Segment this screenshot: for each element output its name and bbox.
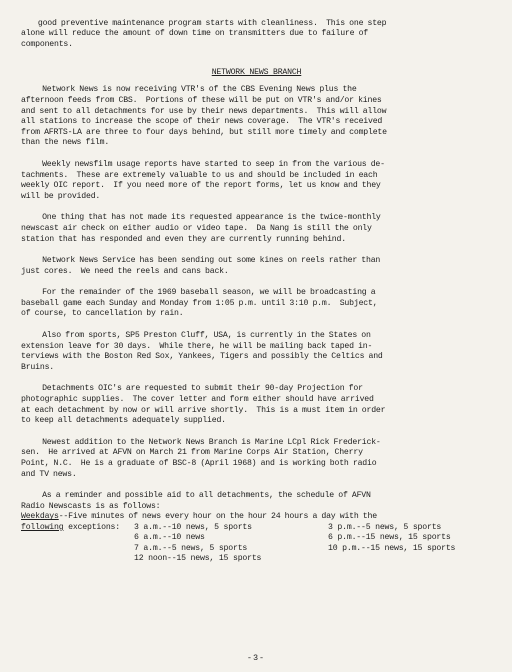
text-line: For the remainder of the 1969 baseball season, we will be broadcasting a: [21, 288, 376, 298]
weekdays-text: --Five minutes of news every hour on the hour 24 hours a day with the: [58, 512, 377, 522]
text-line: sen. He arrived at AFVN on March 21 from Marine Corps Air Station, Cherry: [21, 448, 363, 458]
body-paragraph: [21, 213, 492, 245]
text-line: all stations to increase the scope of their news coverage. The VTR's received: [21, 117, 383, 127]
text-line: baseball game each Sunday and Monday from 1:05 p.m. until 3:10 p.m. Subject,: [21, 298, 378, 308]
body-paragraph: [21, 288, 492, 320]
text-line: Newest addition to the Network News Branch is Marine LCpl Rick Frederick-: [21, 437, 381, 447]
exception-cell: [21, 554, 134, 564]
body-paragraph: [21, 438, 492, 480]
exceptions-header: [21, 523, 134, 533]
text-line: extension leave for 30 days. While there, he will be mailing back taped in-: [21, 341, 373, 351]
text-line: from AFRTS-LA are three to four days behind, but still more timely and complete: [21, 127, 387, 137]
text-line: just cores. We need the reels and cans back.: [21, 266, 229, 276]
text-line: and sent to all detachments for use by their news departments. This will allow: [21, 106, 387, 116]
text-line: As a reminder and possible aid to all detachments, the schedule of AFVN: [21, 491, 371, 501]
body-paragraphs: [21, 85, 492, 480]
exceptions-table: [21, 523, 492, 564]
text-line: terviews with the Boston Red Sox, Yankees, Tigers and possibly the Celtics and: [21, 352, 383, 362]
text-line: Weekly newsfilm usage reports have started to seep in from the various de-: [21, 159, 385, 169]
text-line: alone will reduce the amount of down time on transmitters due to failure of: [21, 29, 368, 39]
exception-cell: [21, 533, 134, 543]
text-line: newscast air check on either audio or video tape. Da Nang is still the only: [21, 223, 372, 233]
exception-cell: [21, 544, 134, 554]
text-line: Also from sports, SP5 Preston Cluff, USA, is currently in the States on: [21, 331, 371, 341]
exception-cell: 3 p.m.--5 news, 5 sports: [328, 522, 442, 532]
exception-cell: 10 p.m.--15 news, 15 sports: [328, 543, 456, 553]
text-line: Point, N.C. He is a graduate of BSC-8 (April 1968) and is working both radio: [21, 459, 377, 468]
weekdays-label: Weekdays: [21, 512, 59, 522]
body-paragraph: [21, 256, 492, 277]
page-number: -3-: [246, 653, 266, 663]
text-line: weekly OIC report. If you need more of the report forms, let us know and they: [21, 181, 381, 191]
exception-cell: 12 noon--15 news, 15 sports: [134, 553, 262, 563]
text-line: and TV news.: [21, 469, 77, 479]
text-line: Network News is now receiving VTR's of the CBS Evening News plus the: [21, 85, 357, 95]
exception-cell: 3 a.m.--10 news, 5 sports: [134, 522, 252, 532]
text-line: Detachments OIC's are requested to submit their 90-day Projection for: [21, 384, 363, 394]
text-line: Network News Service has been sending out some kines on reels rather than: [21, 256, 381, 266]
text-line: components.: [21, 39, 73, 49]
text-line: to keep all detachments adequately supplied.: [21, 416, 226, 426]
text-line: good preventive maintenance program starts with cleanliness. This one step: [37, 18, 387, 28]
exception-cell: 6 a.m.--10 news: [134, 533, 205, 543]
exception-cell: 7 a.m.--5 news, 5 sports: [134, 543, 248, 553]
following-label: following: [21, 522, 64, 532]
text-line: photographic supplies. The cover letter and form either should have arrived: [21, 395, 374, 405]
text-line: at each detachment by now or will arrive shortly. This is a must item in order: [21, 405, 386, 415]
text-line: station that has responded and even they are currently running behind.: [21, 234, 346, 244]
schedule-intro-paragraph: [21, 491, 492, 523]
exception-cell: [328, 554, 488, 564]
intro-paragraph: [21, 8, 492, 50]
exception-cell: 6 p.m.--15 news, 15 sports: [328, 533, 451, 543]
text-line: of course, to cancellation by rain.: [21, 309, 184, 319]
text-line: afternoon feeds from CBS. Portions of these will be put on VTR's and/or kines: [21, 95, 382, 105]
text-line: will be provided.: [21, 191, 101, 201]
body-paragraph: [21, 160, 492, 202]
text-line: than the news film.: [21, 138, 110, 148]
text-line: Radio Newscasts is as follows:: [21, 501, 161, 511]
body-paragraph: [21, 384, 492, 426]
body-paragraph: [21, 85, 492, 149]
text-line: One thing that has not made its requested appearance is the twice-monthly: [21, 213, 381, 223]
section-title: NETWORK NEWS BRANCH: [211, 68, 302, 78]
text-line: tachments. These are extremely valuable to us and should be included in each: [21, 170, 378, 180]
body-paragraph: [21, 331, 492, 373]
exceptions-label: exceptions:: [63, 522, 120, 532]
text-line: Bruins.: [21, 362, 54, 372]
